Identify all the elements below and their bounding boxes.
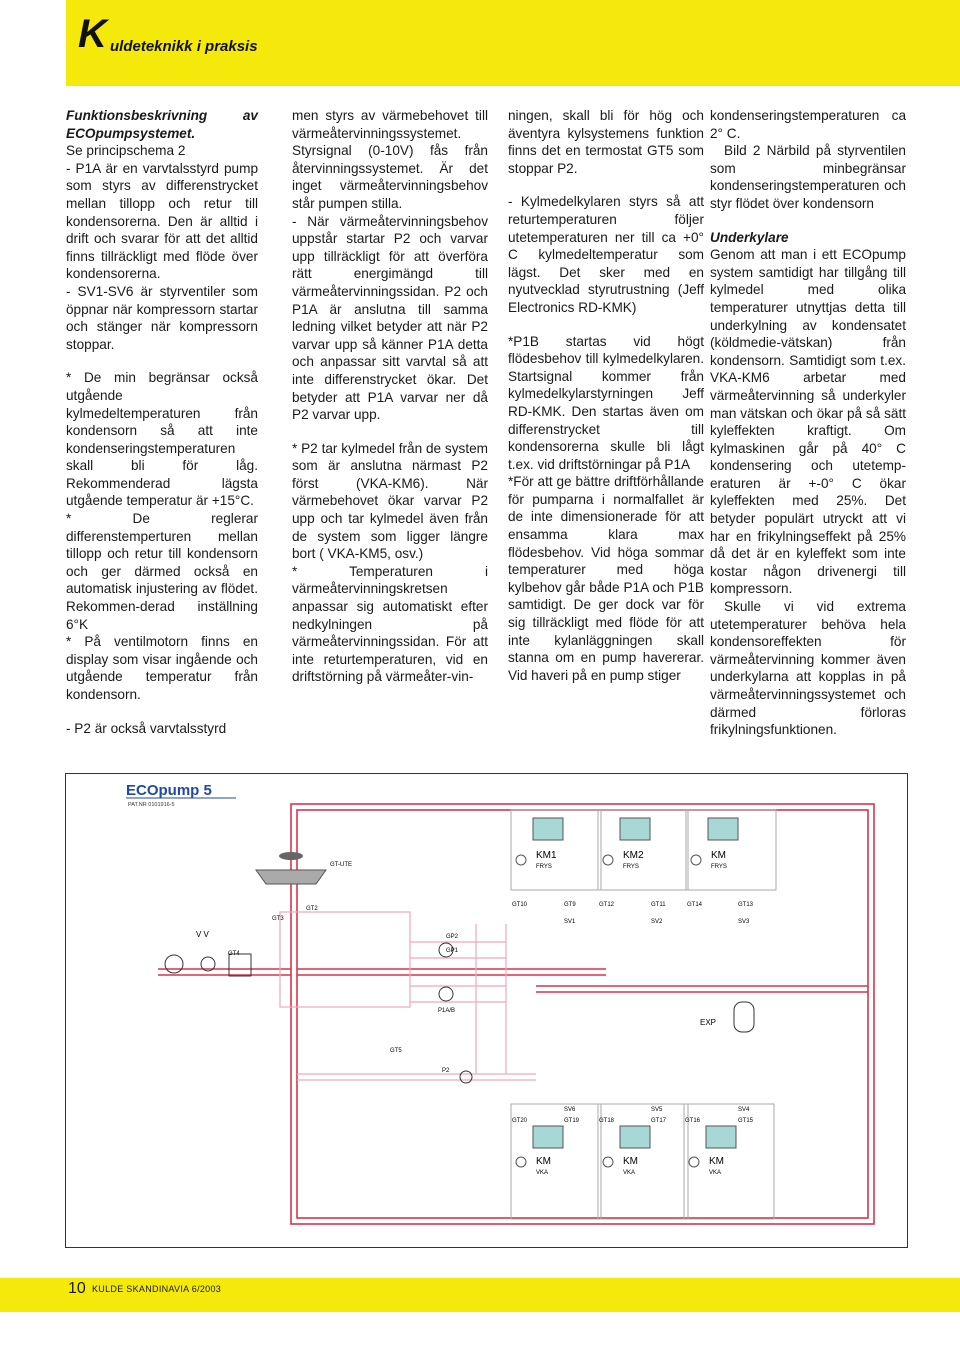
km-sub: VKA	[623, 1170, 636, 1176]
sv-label: SV6	[564, 1107, 576, 1113]
paragraph: * De reglerar differenstemperturen mellan tillopp och retur till kondensorn och ger därmed också en automatisk injustering av flödet. Rekommen-derad inställning 6°K	[66, 511, 258, 632]
gt3-label: GT3	[272, 916, 284, 922]
paragraph: Skulle vi vid extrema utetemperaturer behöva hela kondensoreffekten för värmeåtervinning kommer även underkylarna att kopplas in på värmeåtervinningssystemet och därmed förloras frikylningsfunktionen.	[710, 599, 906, 738]
vv-label: V V	[196, 930, 209, 939]
gt-label: GT15	[738, 1118, 754, 1124]
paragraph: - P1A är en varvtalsstyrd pump som styrs av differenstrycket mellan tillopp och retur till kondensorerna. Den är alltid i drift och svarar för att det alltid finns tillräckligt med flöde över kondensorerna.	[66, 160, 258, 282]
expansion-vessel	[700, 1002, 754, 1032]
paragraph: Genom att man i ett ECOpump system samtidigt har tillgång till kylmedel med olika temperaturer utnyttjas detta till underkylning av kondensatet (köldmedie-vätskan) från kondensorn. Samtidigt som t.ex. VKA-KM6 arbetar med värmeåtervinning så underkyler man vätskan och ökar på så sätt kyleffekten kraftigt. Om kylmaskinen går på 40° C kondensering och utetemp-eraturen är +-0° C ökar kyleffekten med 25%. Det betyder populärt utryckt att vi har en frikylningseffekt på 25% då det är en kyleffekt som inte kostar någon drivenergi till kompressorn.	[710, 247, 906, 597]
paragraph: ningen, skall bli för hög och äventyra kylsystemens funktion finns det en termostat GT5 som stoppar P2.	[508, 108, 704, 176]
km-sub: FRYS	[711, 864, 727, 870]
top-units	[511, 810, 776, 925]
paragraph: - Kylmedelkylaren styrs så att returtemperaturen följer utetemperaturen ner till ca +0° C kylmedeltemperatur som lägst. Det sker med en nyutvecklad styrutrustning (Jeff Electronics RD-KMK)	[508, 194, 704, 315]
ecopump-schematic	[65, 773, 908, 1248]
km-label: KM	[709, 1156, 724, 1167]
section-subheading: Underkylare	[710, 229, 789, 245]
gt-label: GT19	[564, 1118, 580, 1124]
magazine-issue: KULDE SKANDINAVIA 6/2003	[92, 1284, 222, 1294]
bottom-units	[511, 1104, 774, 1219]
sv-label: SV4	[738, 1107, 750, 1113]
section-header	[66, 0, 960, 86]
km-label: KM	[536, 1156, 551, 1167]
km-label: KM2	[623, 850, 644, 861]
diagram-title: ECOpump 5	[126, 782, 212, 799]
paragraph: *P1B startas vid högt flödesbehov till kylmedelkylaren. Startsignal kommer från kylmedelkylarstyrningen Jeff RD-KMK. Den startas även om differenstrycket till kondensorerna skulle bli lågt t.ex. vid driftstörningar på P1A	[508, 333, 704, 472]
paragraph: - SV1-SV6 är styrventiler som öppnar när kompressorn startar och stänger när kompressorn stoppar.	[66, 283, 258, 352]
page-footer	[0, 1268, 960, 1354]
km-label: KM	[623, 1156, 638, 1167]
pump-group	[390, 934, 472, 1083]
sv-label: SV1	[564, 919, 576, 925]
header-initial: K	[78, 12, 107, 56]
paragraph: Bild 2 Närbild på styrventilen som minbegränsar kondenseringstemperaturen och styr flödet över kondensorn	[710, 143, 906, 211]
gt-label: GT9	[564, 902, 576, 908]
paragraph: Se principschema 2	[66, 143, 186, 159]
gp1-label: GP1	[446, 948, 459, 954]
gt-label: GT14	[687, 902, 703, 908]
gt4-label: GT4	[228, 951, 240, 957]
paragraph: - När värmeåtervinningsbehov uppstår startar P2 och varvar upp tillräckligt för att överföra rätt energimängd till värmeåtervinningssidan. P2 och P1A är anslutna till samma ledning vilket betyder att när P2 varvar upp så känner P1A detta och anpassar sitt varvtal så att inte differenstrycket ökar. Det betyder att P1A varvar ner då P2 varvar upp.	[292, 213, 488, 423]
piping-pink	[280, 912, 536, 1080]
paragraph: * Temperaturen i värmeåtervinningskretsen anpassar sig automatiskt efter nedkylningen på värmeåtervinningssidan. För att inte returtemperaturen, vid en driftstörning på värmeåter-vin-	[292, 563, 488, 685]
text-column-3	[508, 107, 704, 684]
gt-label: GT13	[738, 902, 754, 908]
km-sub: VKA	[709, 1170, 722, 1176]
gt-label: GT16	[685, 1118, 701, 1124]
gt5-label: GT5	[390, 1048, 402, 1054]
gt-label: GT10	[512, 902, 528, 908]
gt-label: GT12	[599, 902, 615, 908]
paragraph: * P2 tar kylmedel från de system som är anslutna närmast P2 först (VKA-KM6). När värmebehovet ökar varvar P2 upp och tar kylmedel även från de system som ligger längre bort ( VKA-KM5, osv.)	[292, 440, 488, 562]
text-column-2	[292, 107, 488, 686]
paragraph: kondenseringstemperaturen ca 2° C.	[710, 108, 906, 141]
gt-label: GT20	[512, 1118, 528, 1124]
paragraph: * De min begränsar också utgående kylmedeltemperaturen från kondensorn så att inte kondenseringstemperaturen skall bli för låg. Rekommenderad lägsta utgående temperatur är +15°C.	[66, 370, 258, 509]
header-title: uldeteknikk i praksis	[110, 38, 258, 55]
sv-label: SV5	[651, 1107, 663, 1113]
schematic-svg	[66, 774, 907, 1247]
gt-label: GT18	[599, 1118, 615, 1124]
gt2-label: GT2	[306, 906, 318, 912]
gt-ute-label: GT-UTE	[330, 862, 352, 868]
paragraph: men styrs av värmebehovet till värmeåtervinningssystemet. Styrsignal (0-10V) fås från återvinningssystemet. Är det inget värmeåtervinningsbehov står pumpen stilla.	[292, 108, 488, 211]
article-subtitle: Funktionsbeskrivning av ECOpumpsystemet.	[66, 108, 258, 141]
paragraph: * På ventilmotorn finns en display som visar ingående och utgående temperatur från kondensorn.	[66, 634, 258, 702]
p1ab-label: P1A/B	[438, 1008, 456, 1014]
km-sub: FRYS	[623, 864, 639, 870]
patent-number: PAT.NR 0101916-5	[128, 802, 175, 808]
gt-label: GT11	[651, 902, 666, 908]
p2-label: P2	[442, 1068, 450, 1074]
km-sub: VKA	[536, 1170, 549, 1176]
sv-label: SV2	[651, 919, 663, 925]
gt-label: GT17	[651, 1118, 667, 1124]
km-sub: FRYS	[536, 864, 552, 870]
paragraph: - P2 är också varvtalsstyrd	[66, 720, 227, 736]
km-label: KM1	[536, 850, 557, 861]
page-number: 10	[68, 1280, 86, 1297]
text-column-4	[710, 107, 906, 739]
km-label: KM	[711, 850, 726, 861]
paragraph: *För att ge bättre driftförhållande för pumparna i normalfallet är de inte dimensionerade för att ensamma klara max flödesbehov. Vid höga sommar temperaturer med höga kylbehov går både P1A och P1B samtidigt. De ger dock var för sig tillräckligt med flöde för att inte kylanläggningen skall stanna om en pump havererar. Vid haveri på en pump stiger	[508, 474, 704, 683]
gp2-label: GP2	[446, 934, 459, 940]
text-column-1	[66, 107, 258, 737]
sv-label: SV3	[738, 919, 750, 925]
exp-label: EXP	[700, 1018, 717, 1027]
